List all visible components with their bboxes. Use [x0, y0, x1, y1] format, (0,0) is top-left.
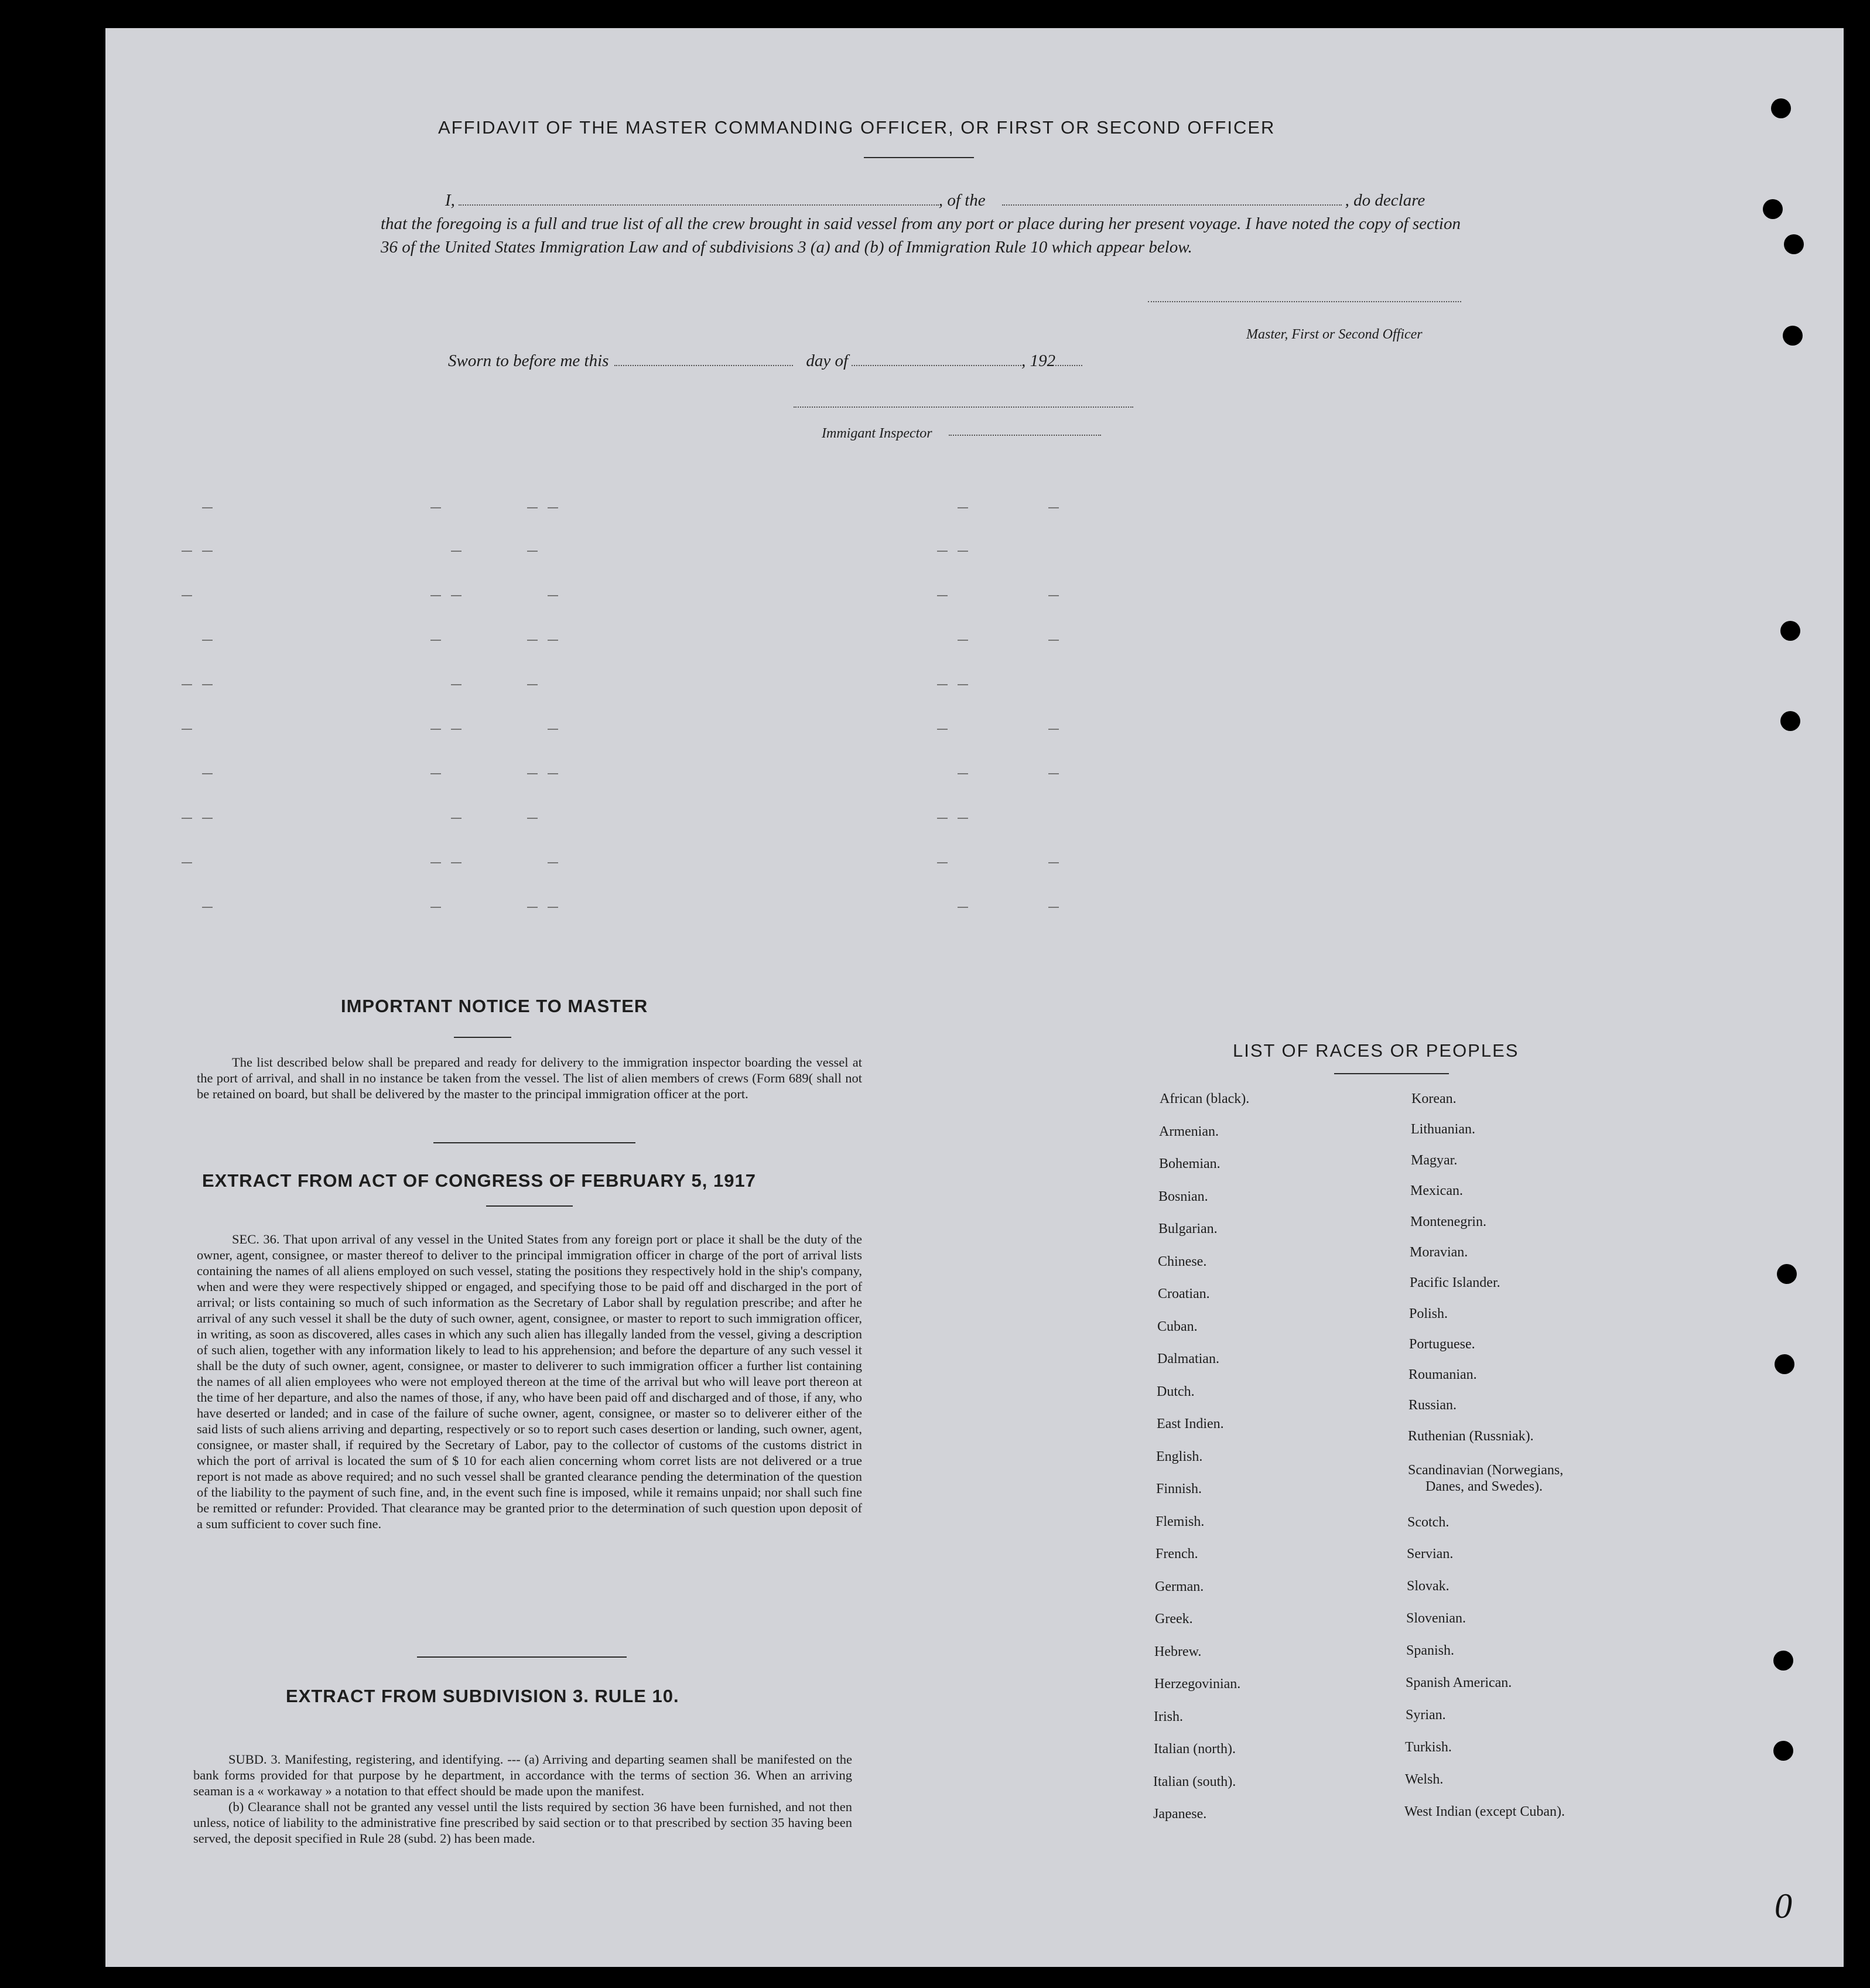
notice-divider	[433, 1142, 635, 1143]
bleed-dash	[451, 818, 461, 819]
bleed-dash	[430, 907, 441, 908]
bleed-dash	[182, 595, 192, 596]
race-item: West Indian (except Cuban).	[1404, 1804, 1565, 1819]
notice-underline	[454, 1037, 511, 1038]
bleed-dash	[548, 907, 558, 908]
day-blank[interactable]	[614, 365, 793, 366]
bleed-dash	[182, 729, 192, 730]
race-item: Greek.	[1155, 1611, 1193, 1627]
punch-hole	[1773, 1651, 1793, 1671]
bleed-dash	[937, 684, 948, 685]
race-item: Roumanian.	[1409, 1367, 1477, 1382]
race-item: Magyar.	[1411, 1153, 1458, 1168]
bleed-dash	[937, 551, 948, 552]
act-text: SEC. 36. That upon arrival of any vessel in the United States from any foreign port or place it shall be the duty of the owner, agent, consignee, or master thereof to deliver to the principal immigration officer in charge of the port of arrival lists containing the names of all aliens employed on such vessel, stating the positions they respectively hold in the ship's company, when and were they were respectively shipped or engaged, and specifying those to be paid off and discharged in the port of arrival; or lists containing so much of such information as the Secretary of Labor shall by regulation prescribe; and after he arrival of any such vessel it shall be the duty of such owner, agent, consignee, or master to report to such immigration officer, in writing, as soon as discovered, alles cases in which any such alien has illegally landed from the vessel, giving a description of such alien, together with any information likely to lead to his apprehension; and before the departure of any such vessel it shall be the duty of such owner, agent, consignee, or master to deliverer to such immigration officer a further list containing the names of all alien employees who were not employed thereon at the time of the arrival but who will leave port thereon at the time of her departure, and also the names of those, if any, who have been paid off and discharged and of those, if any, who have deserted or landed; and in case of the failure of suche owner, agent, consignee, or master so to deliverer either of the said lists of such aliens arriving and departing, respectively or so to report such cases desertion or landing, such owner, agent, consignee, or master shall, if required by the Secretary of Labor, pay to the collector of customs of the customs district in which the port of arrival is located the sum of $ 10 for each alien concerning whom corret lists are not delivered or a true report is not made as above required; and no such vessel shall be granted clearance pending the determination of the question of the liability to the payment of such fine, and, in the event such fine is imposed, while it remains unpaid; nor shall such fine be remitted or refunder: Provided. That clearance may be granted prior to the determination of such question upon deposit of a sum sufficient to cover such fine.	[197, 1232, 862, 1531]
month-blank[interactable]	[852, 365, 1021, 366]
bleed-dash	[451, 684, 461, 685]
race-item: Italian (south).	[1153, 1774, 1236, 1789]
act-divider	[417, 1656, 627, 1658]
race-item: Armenian.	[1159, 1124, 1219, 1139]
races-underline	[1334, 1073, 1449, 1074]
punch-hole	[1777, 1264, 1797, 1284]
bleed-dash	[1048, 507, 1059, 508]
bleed-dash	[958, 640, 968, 641]
race-item: Bulgarian.	[1158, 1221, 1218, 1236]
race-item: Hebrew.	[1154, 1644, 1202, 1659]
race-item: Welsh.	[1405, 1772, 1444, 1787]
notice-heading: IMPORTANT NOTICE TO MASTER	[341, 996, 648, 1016]
bleed-dash	[202, 818, 213, 819]
bleed-dash	[430, 773, 441, 774]
bleed-dash	[1048, 773, 1059, 774]
inspector-trailing-line	[949, 435, 1101, 436]
bleed-dash	[548, 507, 558, 508]
race-item: Flemish.	[1155, 1514, 1205, 1529]
race-item: Turkish.	[1405, 1740, 1452, 1755]
bleed-dash	[527, 551, 538, 552]
declaration-body: that the foregoing is a full and true list of all the crew brought in said vessel from any port or place during her present voyage. I have noted the copy of section 36 of the United States Immigration Law and of subdivisions 3 (a) and (b) of Immigration Rule 10 which appear below.	[381, 214, 1461, 257]
year-blank[interactable]	[1055, 365, 1082, 366]
race-item: Dalmatian.	[1157, 1351, 1219, 1367]
punch-hole	[1775, 1354, 1794, 1374]
bleed-dash	[451, 551, 461, 552]
punch-hole	[1773, 1741, 1793, 1761]
bleed-dash	[548, 595, 558, 596]
race-item: Finnish.	[1156, 1481, 1202, 1497]
rule-heading: EXTRACT FROM SUBDIVISION 3. RULE 10.	[286, 1686, 679, 1706]
race-item: Polish.	[1409, 1306, 1448, 1321]
race-item: Ruthenian (Russniak).	[1408, 1429, 1534, 1444]
race-item: Montenegrin.	[1410, 1214, 1486, 1229]
race-item: Portuguese.	[1409, 1337, 1475, 1352]
race-item: East Indien.	[1157, 1416, 1224, 1432]
bleed-dash	[548, 640, 558, 641]
sworn-line	[448, 351, 1082, 371]
sworn-year: , 192	[1021, 351, 1056, 370]
bleed-dash	[548, 862, 558, 863]
bleed-dash	[430, 640, 441, 641]
race-item: Japanese.	[1153, 1806, 1207, 1822]
bleed-dash	[202, 507, 213, 508]
notice-text: The list described below shall be prepared and ready for delivery to the immigration inspector boarding the vessel at the port of arrival, and shall in no instance be taken from the vessel. The list of alien members of crews (Form 689( shall not be retained on board, but shall be delivered by the master to the principal immigration officer at the port.	[197, 1055, 862, 1101]
bleed-dash	[527, 907, 538, 908]
race-item: Servian.	[1407, 1546, 1454, 1562]
race-item: Irish.	[1154, 1709, 1183, 1724]
race-item: Scotch.	[1407, 1515, 1449, 1530]
bleed-dash	[182, 818, 192, 819]
bleed-dash	[1048, 640, 1059, 641]
race-item: Bohemian.	[1159, 1156, 1221, 1171]
punch-hole	[1783, 326, 1803, 346]
race-item: Chinese.	[1158, 1254, 1207, 1269]
bleed-dash	[430, 862, 441, 863]
race-item: Pacific Islander.	[1410, 1275, 1500, 1290]
bleed-dash	[430, 729, 441, 730]
bleed-dash	[937, 862, 948, 863]
bleed-dash	[958, 773, 968, 774]
bleed-dash	[937, 818, 948, 819]
bleed-dash	[1048, 595, 1059, 596]
vessel-blank[interactable]	[1002, 204, 1342, 206]
bleed-dash	[1048, 729, 1059, 730]
act-heading: EXTRACT FROM ACT OF CONGRESS OF FEBRUARY 5, 1917	[202, 1170, 756, 1191]
title-underline	[864, 157, 974, 158]
punch-hole	[1784, 234, 1804, 254]
bleed-dash	[182, 862, 192, 863]
declaration-do-declare: , do declare	[1345, 191, 1425, 210]
bleed-dash	[1048, 862, 1059, 863]
rule-text: SUBD. 3. Manifesting, registering, and identifying. --- (a) Arriving and departing seamen shall be manifested on the bank forms provided for that purpose by he department, in accordance with the terms of section 36. When an arriving seaman is a « workaway » a notation to that effect should be made upon the manifest. (b) Clearance shall not be granted any vessel until the lists required by section 36 have been furnished, and not then unless, notice of liability to the administrative fine prescribed by said section or to that prescribed by section 35 having been served, the deposit specified in Rule 28 (subd. 2) has been made.	[193, 1752, 852, 1846]
bleed-dash	[958, 684, 968, 685]
race-item: Slovak.	[1407, 1579, 1449, 1594]
bleed-dash	[548, 729, 558, 730]
bleed-dash	[202, 640, 213, 641]
bleed-dash	[937, 595, 948, 596]
name-blank[interactable]	[459, 204, 939, 206]
race-item: Italian (north).	[1154, 1741, 1236, 1757]
bleed-dash	[548, 773, 558, 774]
race-item: Spanish American.	[1406, 1675, 1512, 1690]
race-item: English.	[1156, 1449, 1203, 1464]
bleed-dash	[958, 507, 968, 508]
race-item: Mexican.	[1410, 1183, 1463, 1198]
race-item: Danes, and Swedes).	[1425, 1479, 1543, 1494]
bleed-dash	[182, 551, 192, 552]
bleed-dash	[958, 818, 968, 819]
sworn-day-of: day of	[806, 351, 849, 370]
inspector-label: Immigant Inspector	[822, 426, 932, 441]
race-item: Croatian.	[1158, 1286, 1210, 1302]
bleed-dash	[527, 684, 538, 685]
punch-hole	[1763, 199, 1783, 219]
bleed-dash	[958, 551, 968, 552]
race-item: Syrian.	[1406, 1707, 1446, 1723]
bleed-dash	[527, 818, 538, 819]
bleed-dash	[451, 729, 461, 730]
race-item: German.	[1155, 1579, 1204, 1594]
act-underline	[486, 1205, 573, 1207]
affidavit-title: AFFIDAVIT OF THE MASTER COMMANDING OFFICER, OR FIRST OR SECOND OFFICER	[438, 117, 1276, 138]
race-item: Bosnian.	[1158, 1189, 1208, 1204]
race-item: Russian.	[1409, 1398, 1457, 1413]
race-item: Lithuanian.	[1411, 1122, 1475, 1137]
bleed-dash	[182, 684, 192, 685]
race-item: French.	[1155, 1546, 1198, 1562]
race-item: Herzegovinian.	[1154, 1676, 1241, 1692]
declaration-i: I,	[445, 191, 455, 210]
handwritten-mark: 0	[1775, 1887, 1792, 1925]
bleed-dash	[202, 907, 213, 908]
race-item: Korean.	[1411, 1091, 1457, 1106]
race-item: Slovenian.	[1406, 1611, 1466, 1626]
race-item: Spanish.	[1406, 1643, 1455, 1658]
races-heading: LIST OF RACES OR PEOPLES	[1233, 1040, 1519, 1061]
bleed-dash	[527, 773, 538, 774]
bleed-dash	[958, 907, 968, 908]
bleed-dash	[430, 507, 441, 508]
race-item: Cuban.	[1157, 1319, 1198, 1334]
bleed-dash	[937, 729, 948, 730]
race-item: Scandinavian (Norwegians,	[1408, 1463, 1564, 1478]
race-item: Moravian.	[1410, 1245, 1468, 1260]
race-item: Dutch.	[1157, 1384, 1195, 1399]
affidavit-declaration	[381, 189, 1461, 259]
bleed-dash	[527, 640, 538, 641]
punch-hole	[1780, 711, 1800, 731]
bleed-dash	[202, 684, 213, 685]
bleed-dash	[451, 595, 461, 596]
sworn-prefix: Sworn to before me this	[448, 351, 609, 370]
bleed-dash	[430, 595, 441, 596]
punch-hole	[1780, 621, 1800, 641]
bleed-dash	[1048, 907, 1059, 908]
punch-hole	[1771, 98, 1791, 118]
bleed-dash	[527, 507, 538, 508]
inspector-line[interactable]	[794, 407, 1133, 408]
bleed-dash	[451, 862, 461, 863]
declaration-of-the: , of the	[938, 191, 986, 210]
race-item: African (black).	[1160, 1091, 1250, 1106]
signature-line[interactable]	[1148, 301, 1461, 302]
bleed-dash	[202, 773, 213, 774]
bleed-dash	[202, 551, 213, 552]
signature-label: Master, First or Second Officer	[1246, 327, 1423, 342]
